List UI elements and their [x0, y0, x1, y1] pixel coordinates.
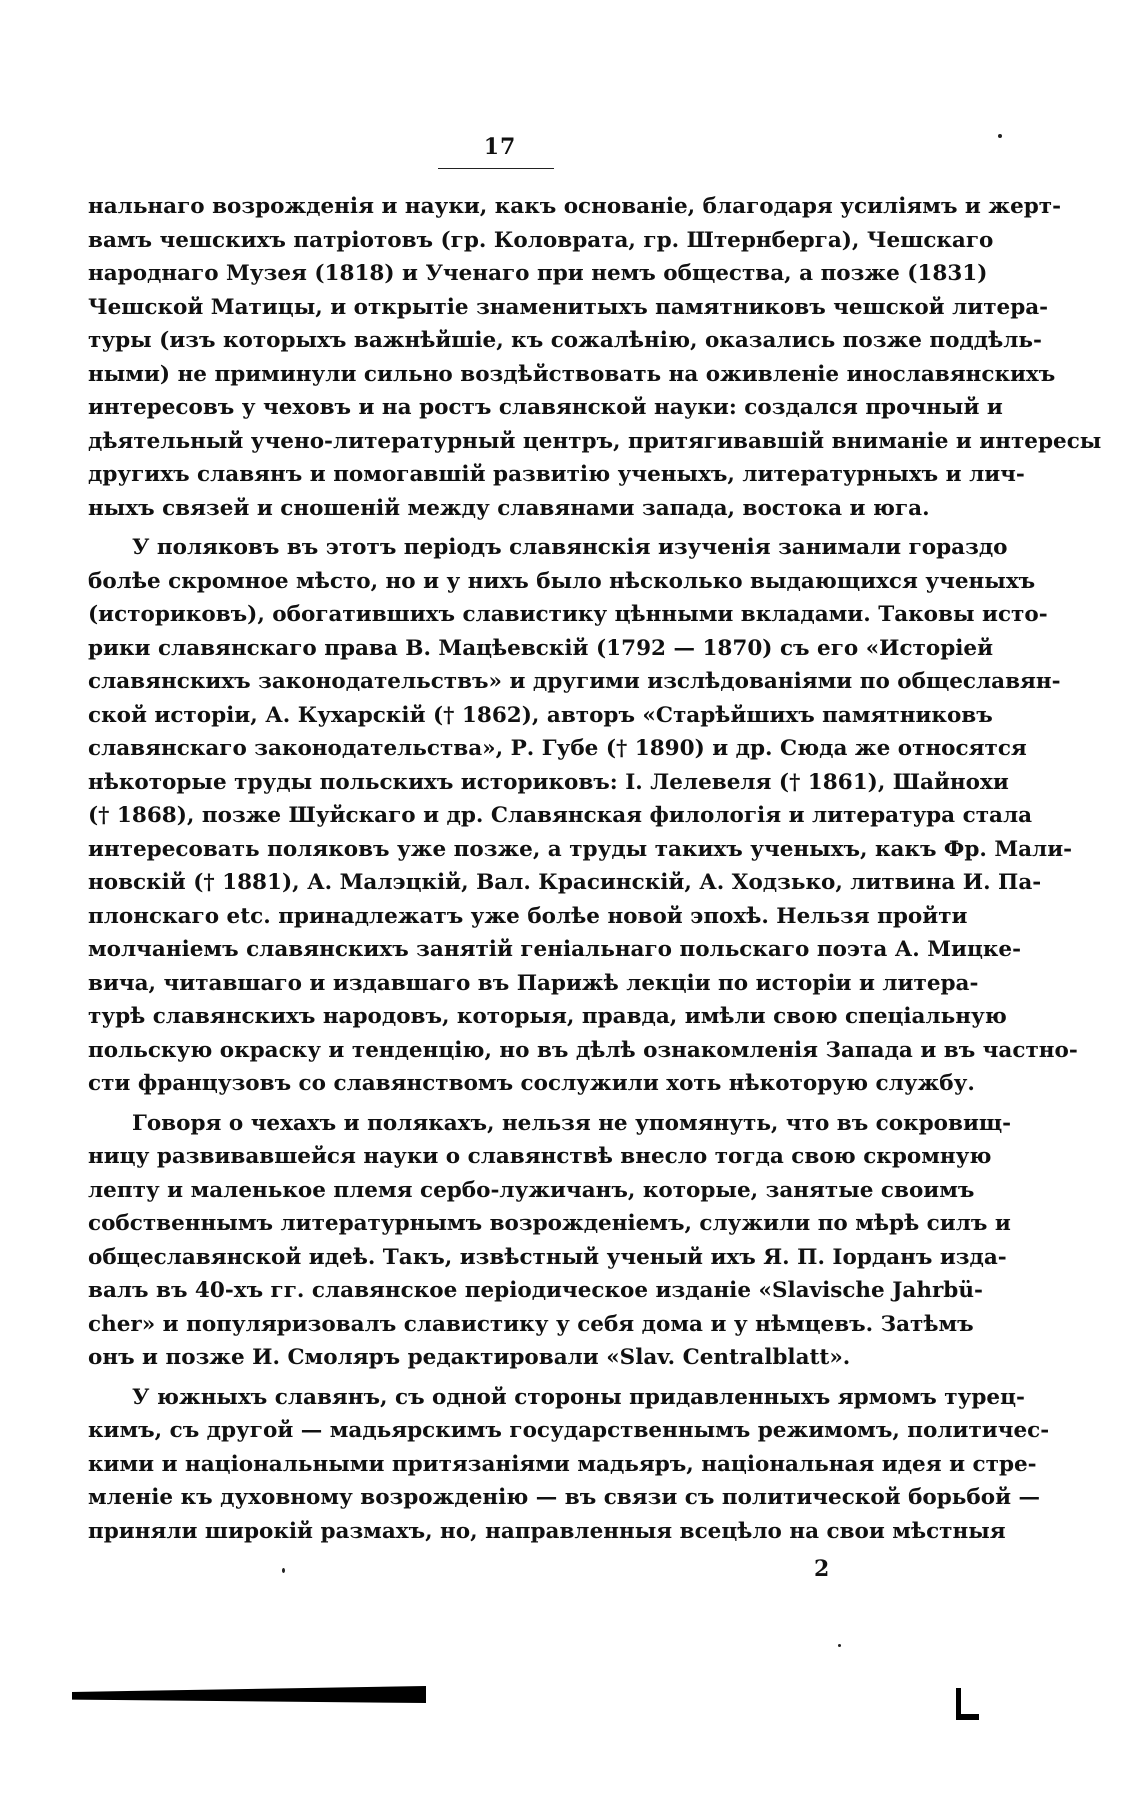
text-line: туры (изъ которыхъ важнѣйшіе, къ сожалѣнію, оказались позже поддѣль-: [88, 328, 1042, 353]
text-line: Говоря о чехахъ и полякахъ, нельзя не упомянуть, что въ сокровищ-: [132, 1110, 1012, 1136]
text-line: мленіе къ духовному возрожденію — въ связи съ политической борьбой —: [88, 1485, 1041, 1510]
page-number-rule: [438, 168, 554, 169]
scan-speck: [838, 1644, 841, 1647]
text-line: вамъ чешскихъ патріотовъ (гр. Коловрата, гр. Штернберга), Чешскаго: [88, 227, 994, 253]
text-line: общеславянской идеѣ. Такъ, извѣстный ученый ихъ Я. П. Іорданъ изда-: [88, 1244, 1007, 1270]
text-line: болѣе скромное мѣсто, но и у нихъ было нѣсколько выдающихся ученыхъ: [88, 568, 1036, 594]
text-line: молчаніемъ славянскихъ занятій геніальнаго польскаго поэта А. Мицке-: [88, 937, 1022, 962]
text-line: У поляковъ въ этотъ періодъ славянскія изученія занимали гораздо: [132, 535, 1008, 560]
text-line: ской исторіи, А. Кухарскій († 1862), авторъ «Старѣйшихъ памятниковъ: [88, 702, 993, 728]
text-line: (историковъ), обогатившихъ славистику цѣнными вкладами. Таковы исто-: [88, 602, 1048, 627]
text-line: ными) не приминули сильно воздѣйствовать на оживленіе инославянскихъ: [88, 361, 1056, 387]
signature-mark: 2: [814, 1556, 830, 1582]
paragraph-1: [88, 190, 1102, 525]
text-line: сти французовъ со славянствомъ сослужили хоть нѣкоторую службу.: [88, 1071, 975, 1096]
text-line: другихъ славянъ и помогавшій развитію ученыхъ, литературныхъ и лич-: [88, 462, 1025, 487]
paragraph-3: [88, 1107, 1012, 1375]
text-line: cher» и популяризовалъ славистику у себя дома и у нѣмцевъ. Затѣмъ: [88, 1311, 974, 1337]
text-line: интересовъ у чеховъ и на ростъ славянской науки: создался прочный и: [88, 395, 1003, 420]
text-line: рики славянскаго права В. Мацѣевскій (1792 — 1870) съ его «Исторіей: [88, 635, 994, 661]
paragraph-2: [88, 531, 1078, 1101]
text-line: народнаго Музея (1818) и Ученаго при немъ общества, а позже (1831): [88, 261, 988, 286]
scan-artifact-bar: [72, 1686, 426, 1703]
text-line: кимъ, съ другой — мадьярскимъ государственнымъ режимомъ, политичес-: [88, 1418, 1050, 1443]
text-line: дѣятельный учено-литературный центръ, притягивавшій вниманіе и интересы: [88, 428, 1102, 454]
text-line: плонскаго etc. принадлежатъ уже болѣе новой эпохѣ. Нельзя пройти: [88, 903, 968, 929]
text-line: онъ и позже И. Смоляръ редактировали «Slav. Centralblatt».: [88, 1345, 851, 1370]
text-line: славянскаго законодательства», Р. Губе († 1890) и др. Сюда же относятся: [88, 736, 1027, 761]
text-line: приняли широкій размахъ, но, направленныя всецѣло на свои мѣстныя: [88, 1518, 1006, 1544]
text-line: кими и національными притязаніями мадьяръ, національная идея и стре-: [88, 1451, 1037, 1477]
text-line: нальнаго возрожденія и науки, какъ основаніе, благодаря усиліямъ и жерт-: [88, 194, 1062, 219]
scan-artifact-corner: [956, 1688, 979, 1720]
scan-speck: [998, 134, 1002, 138]
text-line: собственнымъ литературнымъ возрожденіемъ, служили по мѣрѣ силъ и: [88, 1211, 1011, 1236]
text-line: славянскихъ законодательствъ» и другими изслѣдованіями по общеславян-: [88, 669, 1061, 694]
paragraph-4: [88, 1381, 1050, 1549]
text-line: вича, читавшаго и издавшаго въ Парижѣ лекціи по исторіи и литера-: [88, 970, 979, 996]
text-line: нѣкоторые труды польскихъ историковъ: І. Лелевеля († 1861), Шайнохи: [88, 769, 1009, 795]
scan-speck: [282, 1568, 285, 1573]
body-text: [88, 190, 1102, 1548]
text-line: Чешской Матицы, и открытіе знаменитыхъ памятниковъ чешской литера-: [88, 294, 1049, 320]
text-line: ницу развивавшейся науки о славянствѣ внесло тогда свою скромную: [88, 1144, 992, 1169]
text-line: польскую окраску и тенденцію, но въ дѣлѣ ознакомленія Запада и въ частно-: [88, 1037, 1078, 1063]
text-line: интересовать поляковъ уже позже, а труды такихъ ученыхъ, какъ Фр. Мали-: [88, 836, 1073, 862]
text-line: новскій († 1881), А. Малэцкій, Вал. Красинскій, А. Ходзько, литвина И. Па-: [88, 870, 1042, 895]
page-number: 17: [483, 134, 517, 160]
text-line: († 1868), позже Шуйскаго и др. Славянская филологія и литература стала: [88, 803, 1033, 828]
text-line: турѣ славянскихъ народовъ, которыя, правда, имѣли свою спеціальную: [88, 1004, 1007, 1029]
text-line: У южныхъ славянъ, съ одной стороны придавленныхъ ярмомъ турец-: [132, 1384, 1025, 1410]
text-line: ныхъ связей и сношеній между славянами запада, востока и юга.: [88, 495, 930, 521]
text-line: лепту и маленькое племя сербо-лужичанъ, которые, занятые своимъ: [88, 1177, 975, 1203]
text-line: валъ въ 40-хъ гг. славянское періодическое изданіе «Slavische Jahrbü-: [88, 1278, 983, 1303]
